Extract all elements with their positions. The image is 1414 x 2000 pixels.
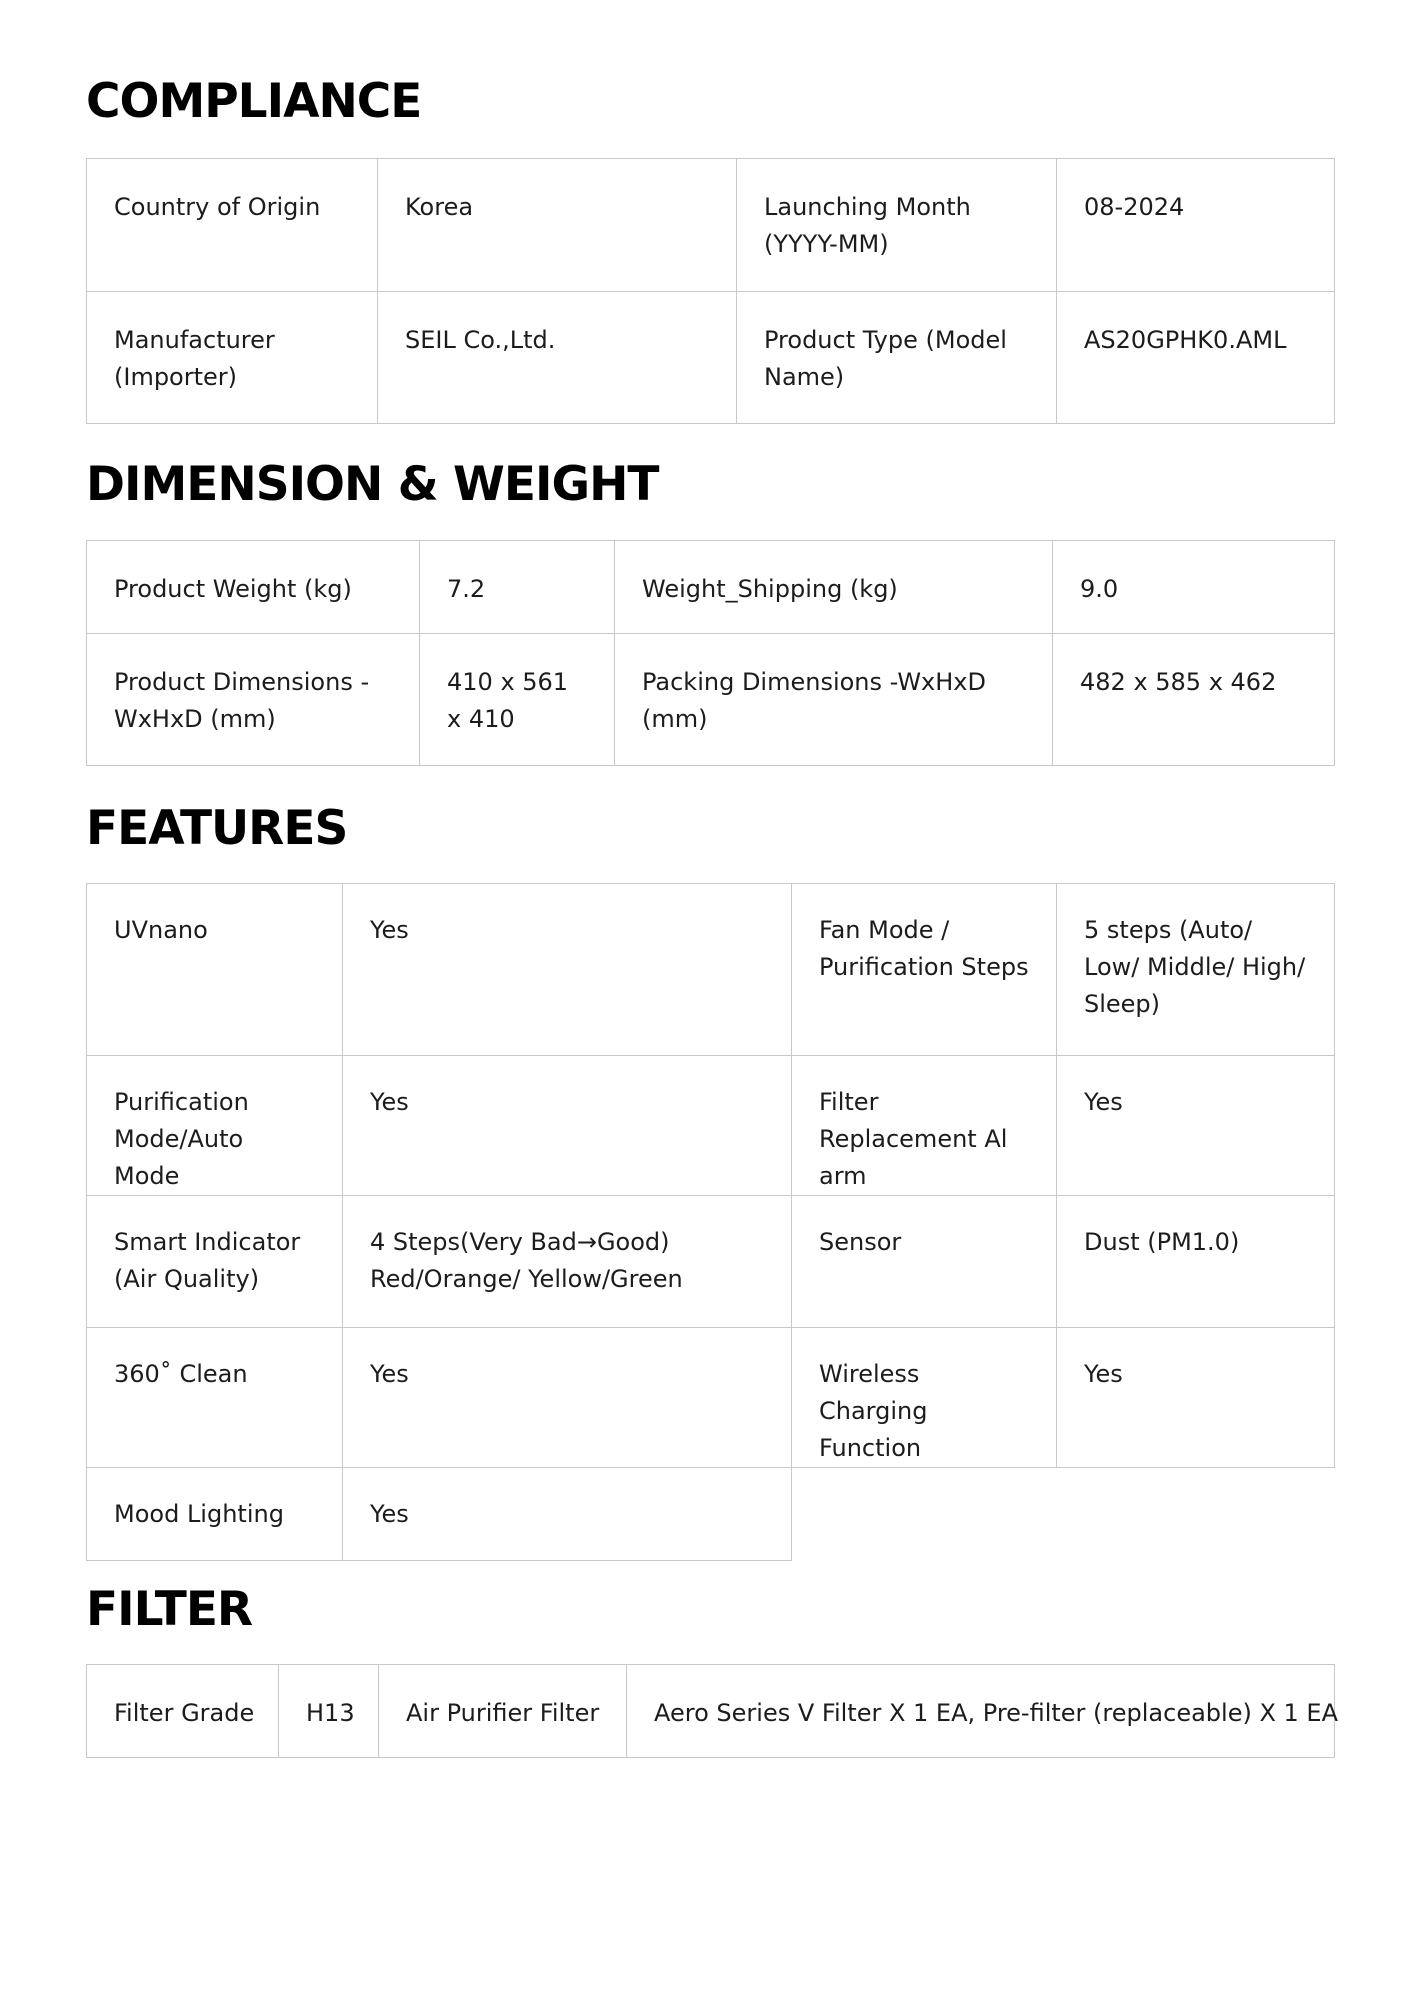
spec-label: Smart Indicator (Air Quality) — [87, 1196, 343, 1328]
compliance-title: COMPLIANCE — [86, 74, 422, 129]
spec-label: Filter Grade — [87, 1665, 279, 1758]
spec-value: 482 x 585 x 462 — [1053, 634, 1335, 766]
spec-value: Yes — [343, 1056, 792, 1196]
features-title: FEATURES — [86, 801, 348, 856]
spec-label: Mood Lighting — [87, 1468, 343, 1561]
spec-value: Yes — [343, 1468, 792, 1561]
table-row — [87, 1328, 1335, 1468]
spec-value: 5 steps (Auto/ Low/ Middle/ High/ Sleep) — [1057, 884, 1335, 1056]
dimension-title: DIMENSION & WEIGHT — [86, 457, 659, 512]
spec-value: 4 Steps(Very Bad→Good) Red/Orange/ Yellow/Green — [343, 1196, 792, 1328]
spec-value: AS20GPHK0.AML — [1057, 292, 1335, 424]
spec-value: Korea — [378, 159, 737, 292]
spec-value: 08-2024 — [1057, 159, 1335, 292]
table-row — [87, 884, 1335, 1056]
spec-label: Sensor — [792, 1196, 1057, 1328]
spec-value: Yes — [343, 1328, 792, 1468]
table-row — [87, 1196, 1335, 1328]
features-table — [86, 883, 1335, 1561]
table-row — [87, 1056, 1335, 1196]
spec-label: UVnano — [87, 884, 343, 1056]
spec-value: 9.0 — [1053, 541, 1335, 634]
table-row — [87, 292, 1335, 424]
spec-label: 360˚ Clean — [87, 1328, 343, 1468]
table-row — [87, 1468, 1335, 1561]
empty-cell — [792, 1468, 1335, 1561]
spec-label: Filter Replacement Al arm — [792, 1056, 1057, 1196]
spec-value: SEIL Co.,Ltd. — [378, 292, 737, 424]
spec-value: Yes — [1057, 1328, 1335, 1468]
dimension-table — [86, 540, 1335, 766]
spec-label: Fan Mode / Purification Steps — [792, 884, 1057, 1056]
spec-label: Weight_Shipping (kg) — [615, 541, 1053, 634]
compliance-table — [86, 158, 1335, 424]
spec-label: Country of Origin — [87, 159, 378, 292]
spec-label: Launching Month (YYYY-MM) — [737, 159, 1057, 292]
spec-value: Yes — [1057, 1056, 1335, 1196]
spec-label: Product Type (Model Name) — [737, 292, 1057, 424]
spec-value: Aero Series V Filter X 1 EA, Pre-filter (replaceable) X 1 EA — [627, 1665, 1335, 1758]
table-row — [87, 634, 1335, 766]
spec-value: H13 — [279, 1665, 379, 1758]
filter-title: FILTER — [86, 1582, 253, 1637]
spec-label: Product Weight (kg) — [87, 541, 420, 634]
table-row — [87, 159, 1335, 292]
spec-label: Air Purifier Filter — [379, 1665, 627, 1758]
spec-label: Manufacturer (Importer) — [87, 292, 378, 424]
table-row — [87, 541, 1335, 634]
filter-table — [86, 1664, 1338, 1758]
spec-value: 7.2 — [420, 541, 615, 634]
spec-label: Wireless Charging Function — [792, 1328, 1057, 1468]
spec-label: Product Dimensions - WxHxD (mm) — [87, 634, 420, 766]
spec-value: Yes — [343, 884, 792, 1056]
spec-label: Packing Dimensions -WxHxD (mm) — [615, 634, 1053, 766]
table-row — [87, 1665, 1335, 1758]
spec-label: Purification Mode/Auto Mode — [87, 1056, 343, 1196]
spec-value: Dust (PM1.0) — [1057, 1196, 1335, 1328]
spec-value: 410 x 561 x 410 — [420, 634, 615, 766]
